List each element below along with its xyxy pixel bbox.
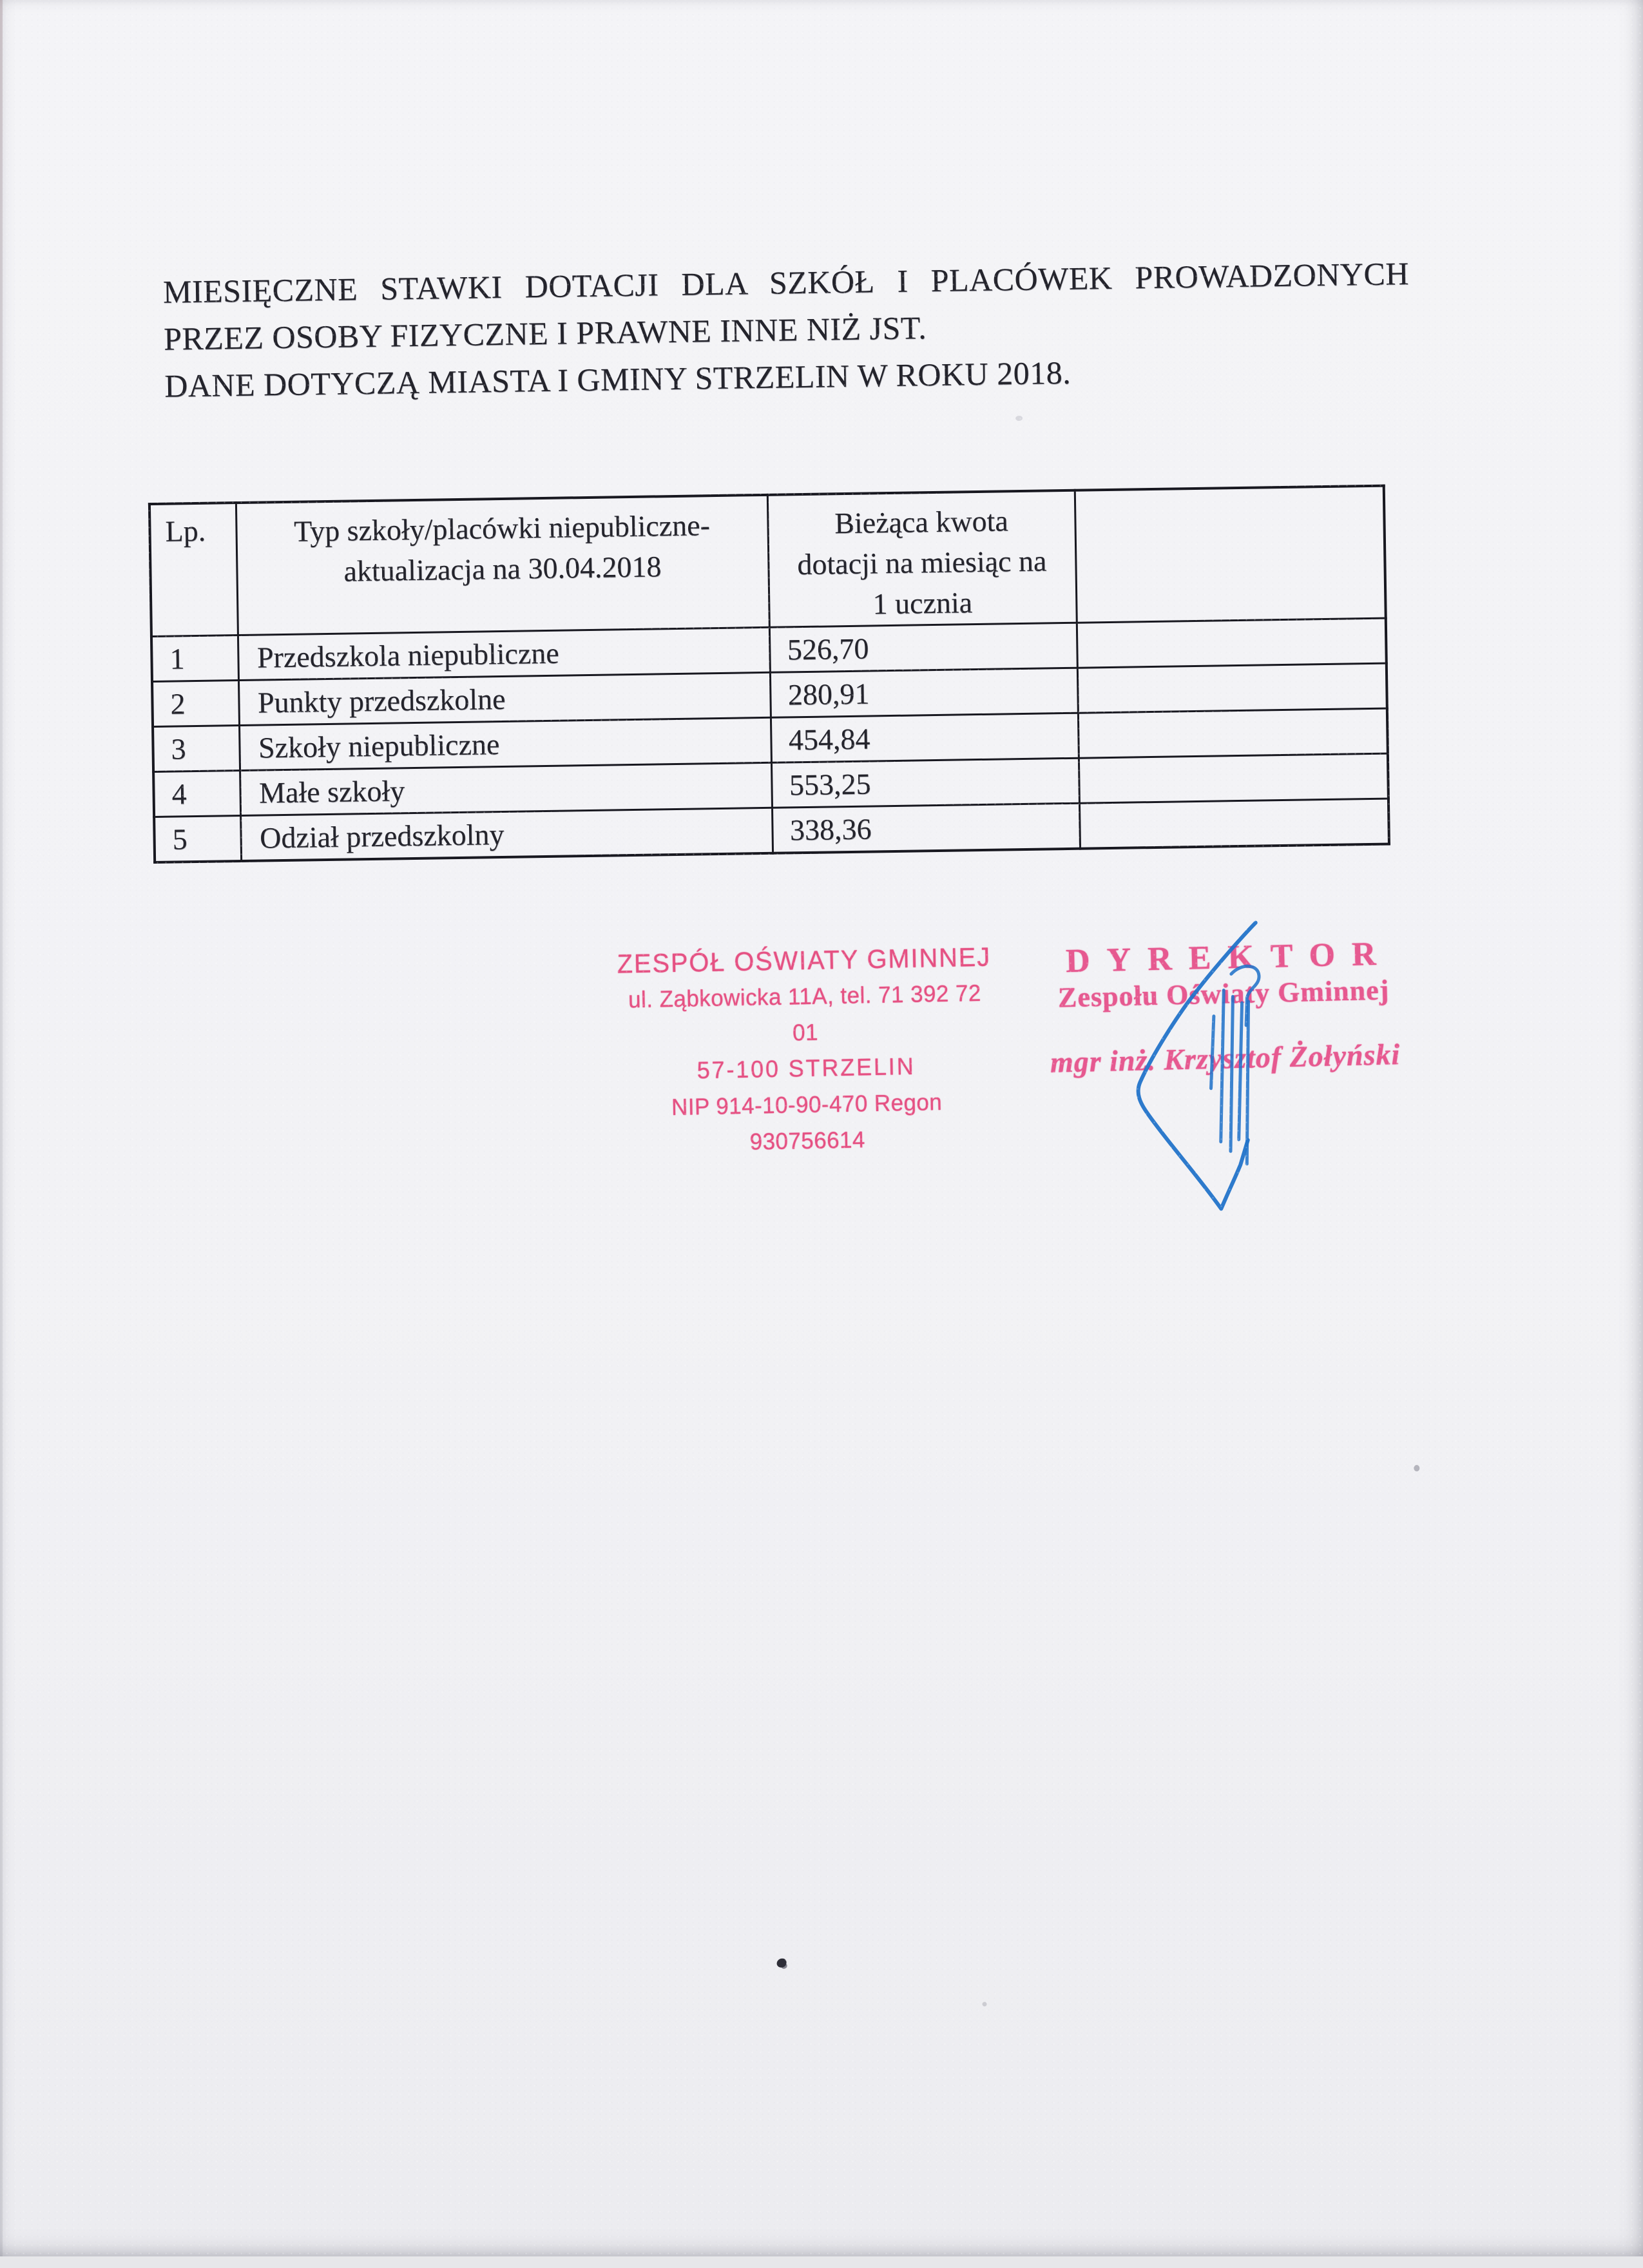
row-number: 5: [154, 816, 241, 862]
col-header-type-line: Typ szkoły/placówki niepubliczne-: [293, 509, 711, 548]
rate-amount: 454,84: [771, 713, 1079, 762]
col-header-lp: Lp.: [149, 503, 238, 636]
address-stamp-org: ZESPÓŁ OŚWIATY GMINNEJ: [617, 942, 992, 979]
empty-cell: [1077, 618, 1387, 668]
col-header-empty: [1075, 486, 1386, 623]
title-line-3: DANE DOTYCZĄ MIASTA I GMINY STRZELIN W ROKU 2018.: [164, 354, 1071, 404]
ink-speck: [983, 2002, 987, 2006]
row-number: 4: [153, 771, 240, 817]
empty-cell: [1078, 708, 1388, 758]
document-title: [162, 250, 1410, 410]
address-stamp-nip: NIP 914-10-90-470 Regon 930756614: [671, 1089, 943, 1155]
school-type: Przedszkola niepubliczne: [238, 627, 770, 680]
rate-amount: 553,25: [771, 758, 1079, 808]
col-header-amount-line: 1 ucznia: [872, 586, 973, 621]
row-number: 2: [152, 681, 239, 727]
handwritten-signature-ink: [1099, 890, 1465, 1256]
col-header-type-line: aktualizacja na 30.04.2018: [343, 550, 662, 588]
address-stamp-street: ul. Ząbkowicka 11A, tel. 71 392 72 01: [628, 979, 982, 1046]
title-line-1: MIESIĘCZNE STAWKI DOTACJI DLA SZKÓŁ I PLACÓWEK PROWADZONYCH: [162, 255, 1410, 310]
row-number: 1: [151, 635, 238, 682]
subsidy-rates-table: [148, 485, 1390, 864]
school-type: Punkty przedszkolne: [238, 672, 771, 725]
rate-amount: 280,91: [770, 668, 1078, 717]
col-header-amount: [767, 490, 1077, 628]
school-type: Odział przedszkolny: [240, 808, 773, 860]
school-type: Małe szkoły: [240, 762, 772, 815]
title-line-2: PRZEZ OSOBY FIZYCZNE I PRAWNE INNE NIŻ JST.: [163, 309, 927, 357]
empty-cell: [1079, 799, 1389, 848]
row-number: 3: [153, 726, 240, 772]
rate-amount: 338,36: [772, 803, 1080, 853]
empty-cell: [1079, 753, 1388, 803]
director-stamp-signer: mgr inż. Krzysztof Żołyński: [1050, 1038, 1401, 1079]
ink-speck: [776, 1959, 786, 1968]
school-type: Szkoły niepubliczne: [239, 717, 771, 770]
director-stamp-title: DYREKTOR: [1065, 935, 1394, 980]
col-header-type: [236, 495, 769, 635]
ink-speck: [1015, 416, 1023, 421]
scanner-edge-artifact: [0, 0, 3, 2256]
address-stamp: [613, 938, 999, 1162]
col-header-amount-line: dotacji na miesiąc na: [797, 544, 1047, 581]
col-header-amount-line: Bieżąca kwota: [834, 504, 1009, 540]
empty-cell: [1077, 663, 1387, 713]
address-stamp-city: 57-100 STRZELIN: [697, 1052, 916, 1084]
director-stamp-org: Zespołu Oświaty Gminnej: [1057, 974, 1390, 1014]
table-header-row: [149, 486, 1386, 637]
ink-speck: [1414, 1465, 1419, 1471]
rate-amount: 526,70: [769, 623, 1077, 672]
